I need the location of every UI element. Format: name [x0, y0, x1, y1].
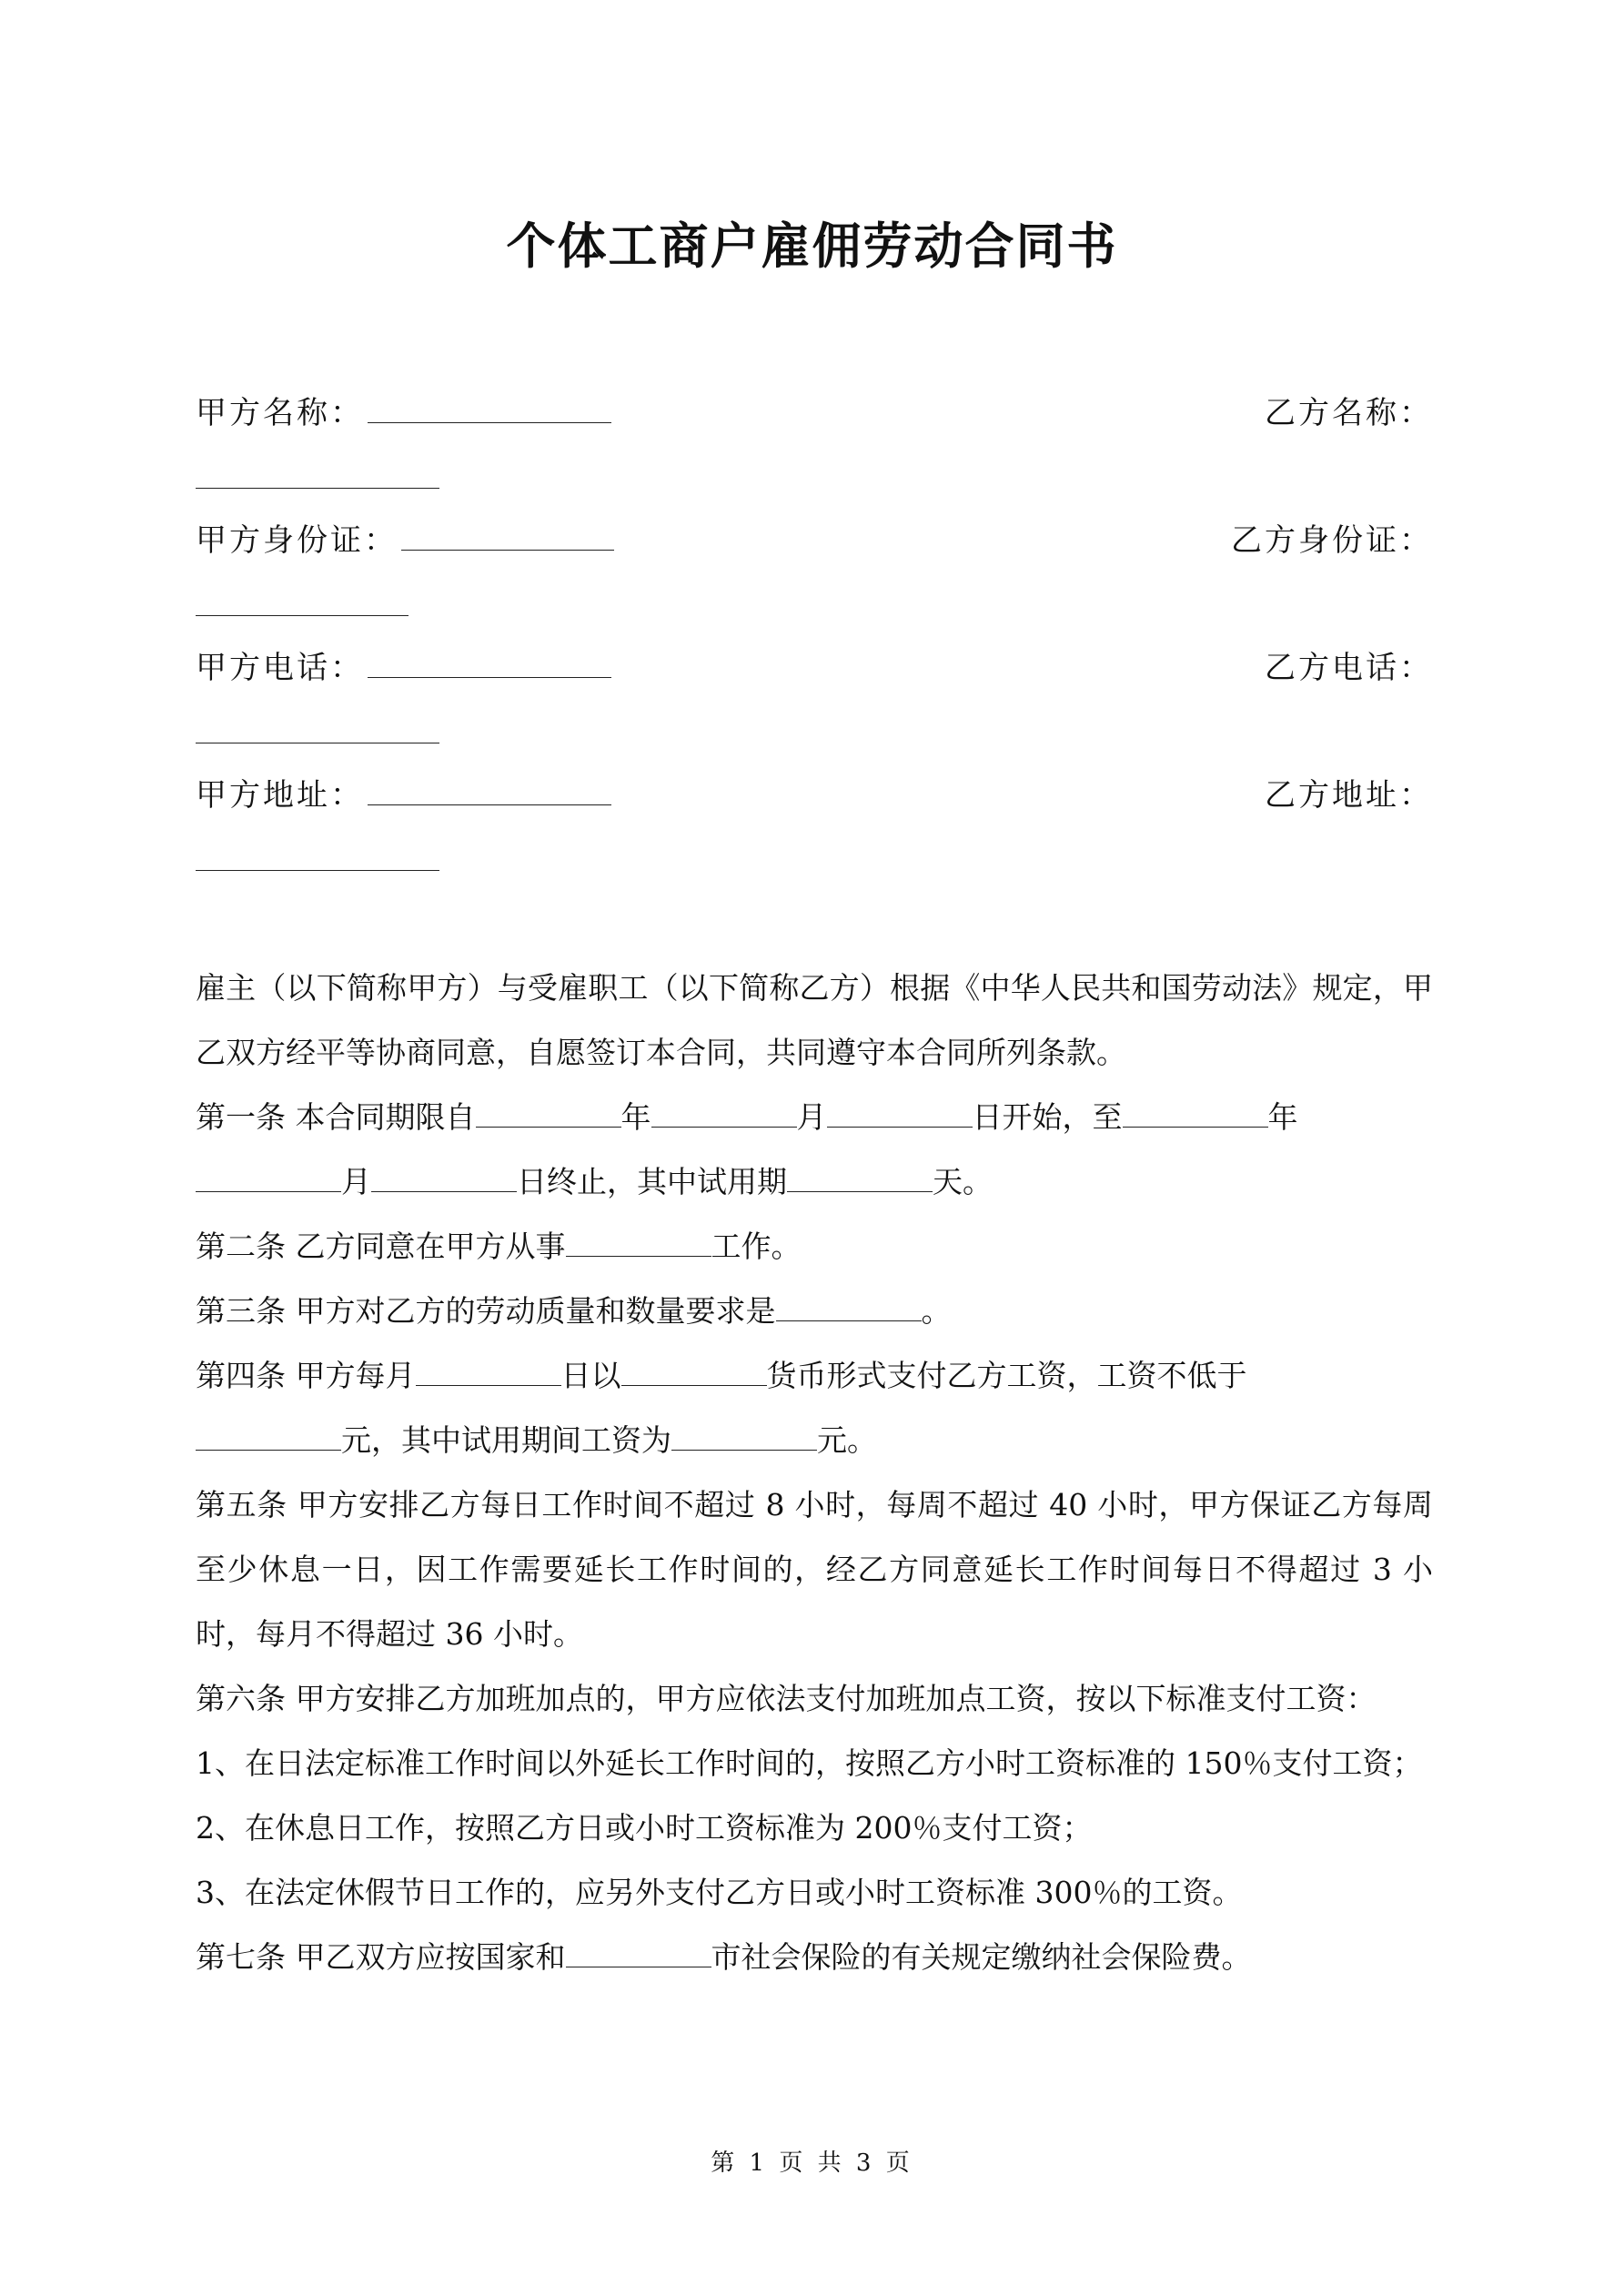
- contract-body: [196, 956, 1433, 1989]
- party-a-address-label: 甲方地址：: [196, 777, 364, 814]
- article-1: [196, 1085, 1433, 1214]
- party-a-name-blank[interactable]: [368, 391, 611, 423]
- day-start-label: 日开始，至: [972, 1099, 1123, 1135]
- article-3: [196, 1279, 1433, 1343]
- article-2-prefix: 第二条 乙方同意在甲方从事: [196, 1229, 566, 1264]
- pay-day-blank[interactable]: [416, 1358, 561, 1386]
- article-3-suffix: 。: [921, 1293, 952, 1329]
- preamble: 雇主（以下简称甲方）与受雇职工（以下简称乙方）根据《中华人民共和国劳动法》规定，甲乙双方经平等协商同意，自愿签订本合同，共同遵守本合同所列条款。: [196, 970, 1433, 1070]
- article-3-prefix: 第三条 甲方对乙方的劳动质量和数量要求是: [196, 1293, 776, 1329]
- article-2-suffix: 工作。: [711, 1229, 802, 1264]
- party-b-name-label: 乙方名称：: [1265, 395, 1433, 431]
- month2-label: 月: [341, 1164, 371, 1199]
- probation-wage-label: 元。: [817, 1422, 877, 1458]
- item-2: 2、在休息日工作，按照乙方日或小时工资标准为 200％支付工资；: [196, 1810, 1093, 1846]
- page-footer: 第 1 页 共 3 页: [711, 2149, 913, 2177]
- party-row-name: [196, 380, 1433, 508]
- currency-label: 货币形式支付乙方工资，工资不低于: [766, 1358, 1247, 1393]
- item-1: 1、在日法定标准工作时间以外延长工作时间的，按照乙方小时工资标准的 150％支付工资；: [196, 1745, 1423, 1781]
- party-b-name-blank[interactable]: [196, 488, 439, 489]
- start-year-blank[interactable]: [476, 1099, 621, 1128]
- item-3: 3、在法定休假节日工作的，应另外支付乙方日或小时工资标准 300％的工资。: [196, 1875, 1243, 1910]
- party-a-address-field: [196, 770, 611, 814]
- end-day-blank[interactable]: [371, 1164, 517, 1192]
- party-a-address-blank[interactable]: [368, 774, 611, 805]
- party-b-address-label: 乙方地址：: [1265, 777, 1433, 814]
- party-a-phone-label: 甲方电话：: [196, 650, 364, 686]
- party-b-phone-label: 乙方电话：: [1265, 650, 1433, 686]
- article-5: 第五条 甲方安排乙方每日工作时间不超过 8 小时，每周不超过 40 小时，甲方保证乙方每周至少休息一日，因工作需要延长工作时间的，经乙方同意延长工作时间每日不得超过 3 小时，每月不得超过 36 小时。: [196, 1487, 1433, 1652]
- article-7-suffix: 市社会保险的有关规定缴纳社会保险费。: [711, 1939, 1252, 1975]
- article-7-prefix: 第七条 甲乙双方应按国家和: [196, 1939, 566, 1975]
- currency-blank[interactable]: [621, 1358, 767, 1386]
- party-a-id-field: [196, 515, 614, 560]
- article-4-prefix: 第四条 甲方每月: [196, 1358, 416, 1393]
- city-blank[interactable]: [566, 1939, 711, 1967]
- days-label: 天。: [933, 1164, 993, 1199]
- article-7: [196, 1925, 1433, 1989]
- probation-days-blank[interactable]: [787, 1164, 933, 1192]
- party-a-name-label: 甲方名称：: [196, 395, 364, 431]
- end-year-blank[interactable]: [1123, 1099, 1268, 1128]
- day-end-label: 日终止，其中试用期: [517, 1164, 787, 1199]
- job-blank[interactable]: [566, 1229, 711, 1257]
- party-a-id-label: 甲方身份证：: [196, 522, 398, 559]
- party-row-address: [196, 763, 1433, 890]
- article-2: [196, 1214, 1433, 1279]
- party-info-block: [196, 380, 1433, 890]
- probation-wage-blank[interactable]: [671, 1422, 817, 1451]
- min-wage-label: 元，其中试用期间工资为: [341, 1422, 671, 1458]
- party-a-id-blank[interactable]: [401, 519, 614, 551]
- party-b-address-blank[interactable]: [196, 870, 439, 871]
- end-month-blank[interactable]: [196, 1164, 341, 1192]
- party-row-phone: [196, 635, 1433, 763]
- month-label: 月: [796, 1099, 827, 1135]
- document-title: 个体工商户雇佣劳动合同书: [506, 217, 1118, 275]
- year-label: 年: [620, 1099, 651, 1135]
- quality-blank[interactable]: [776, 1293, 922, 1321]
- party-b-id-blank[interactable]: [196, 615, 409, 616]
- year2-label: 年: [1267, 1099, 1298, 1135]
- min-wage-blank[interactable]: [196, 1422, 341, 1451]
- article-1-prefix: 第一条 本合同期限自: [196, 1099, 476, 1135]
- pay-day-label: 日以: [560, 1358, 621, 1393]
- start-month-blank[interactable]: [651, 1099, 797, 1128]
- article-6: 第六条 甲方安排乙方加班加点的，甲方应依法支付加班加点工资，按以下标准支付工资：: [196, 1681, 1377, 1716]
- party-a-phone-field: [196, 642, 611, 687]
- article-4: [196, 1343, 1433, 1472]
- party-b-id-label: 乙方身份证：: [1231, 522, 1433, 559]
- party-row-id: [196, 508, 1433, 635]
- party-a-phone-blank[interactable]: [368, 646, 611, 678]
- party-a-name-field: [196, 388, 611, 432]
- start-day-blank[interactable]: [827, 1099, 973, 1128]
